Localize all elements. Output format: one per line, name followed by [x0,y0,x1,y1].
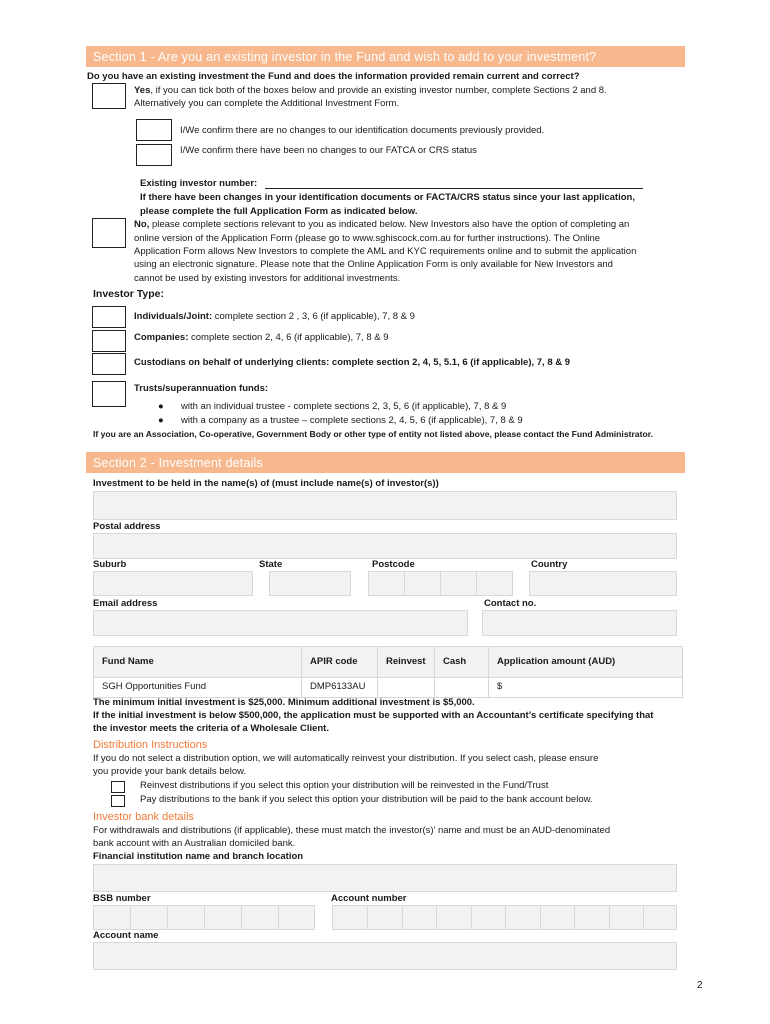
bsb-field[interactable] [93,905,315,930]
bullet-icon: ● [158,401,164,412]
individuals-option [134,311,415,324]
yes-text: , if you can tick both of the boxes below and provide an existing investor number, complete Sections 2 and 8. [150,85,607,96]
page-number: 2 [697,980,703,991]
reinvest-option-label: Reinvest distributions if you select this option your distribution will be reinvested in the Fund/Trust [140,780,549,791]
no-instruction-5: cannot be used by existing investors for additional investments. [134,273,401,284]
reinvest-checkbox[interactable] [111,781,125,793]
account-cell-divider [436,906,437,929]
existing-number-input[interactable] [265,178,643,189]
suburb-label: Suburb [93,559,127,570]
country-field[interactable] [529,571,677,596]
no-instruction [134,219,629,232]
yes-label: Yes [134,85,151,96]
header-application-amount: Application amount (AUD) [489,647,683,678]
cash-cell[interactable] [435,678,489,698]
postal-address-label: Postal address [93,521,161,532]
yes-instruction [134,85,607,98]
confirm-fatca-checkbox[interactable] [136,144,172,166]
no-label: No, [134,219,150,230]
bsb-cell-divider [167,906,168,929]
email-field[interactable] [93,610,468,636]
no-instruction-3: Application Form allows New Investors to complete the AML and KYC requirements online and to submit the application [134,246,637,257]
no-checkbox[interactable] [92,218,126,248]
investment-name-label: Investment to be held in the name(s) of (must include name(s) of investor(s)) [93,478,439,489]
distribution-heading: Distribution Instructions [93,739,208,751]
account-cell-divider [505,906,506,929]
no-instruction-4: using an electronic signature. Please note that the Online Application Form is only available for New Investors and [134,259,613,270]
bsb-cell-divider [278,906,279,929]
postcode-cell-divider [404,572,405,595]
account-number-label: Account number [331,893,407,904]
minimum-investment-note: The minimum initial investment is $25,000. Minimum additional investment is $5,000. [93,697,475,708]
individuals-label: Individuals/Joint: [134,311,213,322]
individuals-checkbox[interactable] [92,306,126,328]
fund-table-header [94,647,683,678]
companies-checkbox[interactable] [92,330,126,352]
account-name-field[interactable] [93,942,677,970]
section-2-title: Section 2 - Investment details [93,456,263,470]
custodians-checkbox[interactable] [92,353,126,375]
pay-to-bank-checkbox[interactable] [111,795,125,807]
trusts-checkbox[interactable] [92,381,126,407]
pay-option-label: Pay distributions to the bank if you select this option your distribution will be paid to the bank account below. [140,794,593,805]
section-1-header [86,46,685,67]
institution-label: Financial institution name and branch location [93,851,304,862]
table-row [94,678,683,698]
header-apir-code: APIR code [302,647,378,678]
existing-investment-question: Do you have an existing investment the Fund and does the information provided remain current and correct? [87,71,580,82]
changes-note: If there have been changes in your identification documents or FACTA/CRS status since your last application, [140,192,635,203]
bank-details-text-2: bank account with an Australian domiciled bank. [93,838,296,849]
confirm-docs-checkbox[interactable] [136,119,172,141]
account-cell-divider [609,906,610,929]
distribution-text: If you do not select a distribution option, we will automatically reinvest your distribution. If you select cash, please ensure [93,753,599,764]
companies-label: Companies: [134,332,189,343]
state-field[interactable] [269,571,351,596]
investor-type-label: Investor Type: [93,288,164,300]
fund-table [93,646,683,698]
other-entity-note: If you are an Association, Co-operative, Government Body or other type of entity not listed above, please contact the Fund Administrator. [93,429,653,439]
accountant-note: If the initial investment is below $500,000, the application must be supported with an Accountant’s certificate specifying that [93,710,654,721]
section-2-header [86,452,685,473]
account-cell-divider [402,906,403,929]
trust-company-option: with a company as a trustee – complete sections 2, 4, 5, 6 (if applicable), 7, 8 & 9 [181,415,523,426]
yes-instruction-2: Alternatively you can complete the Additional Investment Form. [134,98,400,109]
custodians-option: Custodians on behalf of underlying clients: complete section 2, 4, 5, 5.1, 6 (if applicable), 7, 8 & 9 [134,357,571,368]
account-cell-divider [574,906,575,929]
account-name-label: Account name [93,930,159,941]
email-label: Email address [93,598,158,609]
bullet-icon: ● [158,415,164,426]
bank-details-heading: Investor bank details [93,811,194,823]
reinvest-cell[interactable] [378,678,435,698]
account-cell-divider [367,906,368,929]
no-instruction-2: online version of the Application Form (please go to www.sghiscock.com.au for further instructions). The Online [134,233,601,244]
bsb-cell-divider [204,906,205,929]
institution-field[interactable] [93,864,677,892]
trust-individual-option: with an individual trustee - complete sections 2, 3, 5, 6 (if applicable), 7, 8 & 9 [181,401,507,412]
suburb-field[interactable] [93,571,253,596]
trusts-label: Trusts/superannuation funds: [134,383,269,394]
section-1-title: Section 1 - Are you an existing investor in the Fund and wish to add to your investment? [93,50,597,64]
confirm-docs-label: I/We confirm there are no changes to our identification documents previously provided. [180,125,545,136]
fund-name-cell: SGH Opportunities Fund [94,678,302,698]
contact-field[interactable] [482,610,677,636]
postcode-field[interactable] [368,571,513,596]
investment-name-field[interactable] [93,491,677,520]
postcode-cell-divider [440,572,441,595]
confirm-fatca-label: I/We confirm there have been no changes to our FATCA or CRS status [180,145,477,156]
companies-text: complete section 2, 4, 6 (if applicable), 7, 8 & 9 [188,332,389,343]
postcode-label: Postcode [372,559,415,570]
companies-option [134,332,389,345]
account-cell-divider [540,906,541,929]
contact-label: Contact no. [484,598,537,609]
header-reinvest: Reinvest [378,647,435,678]
bank-details-text: For withdrawals and distributions (if applicable), these must match the investor(s)’ name and must be an AUD-denominated [93,825,611,836]
account-cell-divider [471,906,472,929]
bsb-cell-divider [130,906,131,929]
postcode-cell-divider [476,572,477,595]
account-cell-divider [643,906,644,929]
country-label: Country [531,559,568,570]
header-fund-name: Fund Name [94,647,302,678]
bsb-cell-divider [241,906,242,929]
existing-number-label: Existing investor number: [140,178,258,189]
yes-checkbox[interactable] [92,83,126,109]
postal-address-field[interactable] [93,533,677,559]
header-cash: Cash [435,647,489,678]
changes-note-2: please complete the full Application Form as indicated below. [140,206,418,217]
distribution-text-2: you provide your bank details below. [93,766,247,777]
application-amount-cell[interactable]: $ [489,678,683,698]
no-text: please complete sections relevant to you as indicated below. New Investors also have the option of completing an [149,219,630,230]
individuals-text: complete section 2 , 3, 6 (if applicable), 7, 8 & 9 [212,311,415,322]
bsb-label: BSB number [93,893,151,904]
account-number-field[interactable] [332,905,677,930]
apir-code-cell: DMP6133AU [302,678,378,698]
state-label: State [259,559,283,570]
accountant-note-2: the investor meets the criteria of a Wholesale Client. [93,723,329,734]
